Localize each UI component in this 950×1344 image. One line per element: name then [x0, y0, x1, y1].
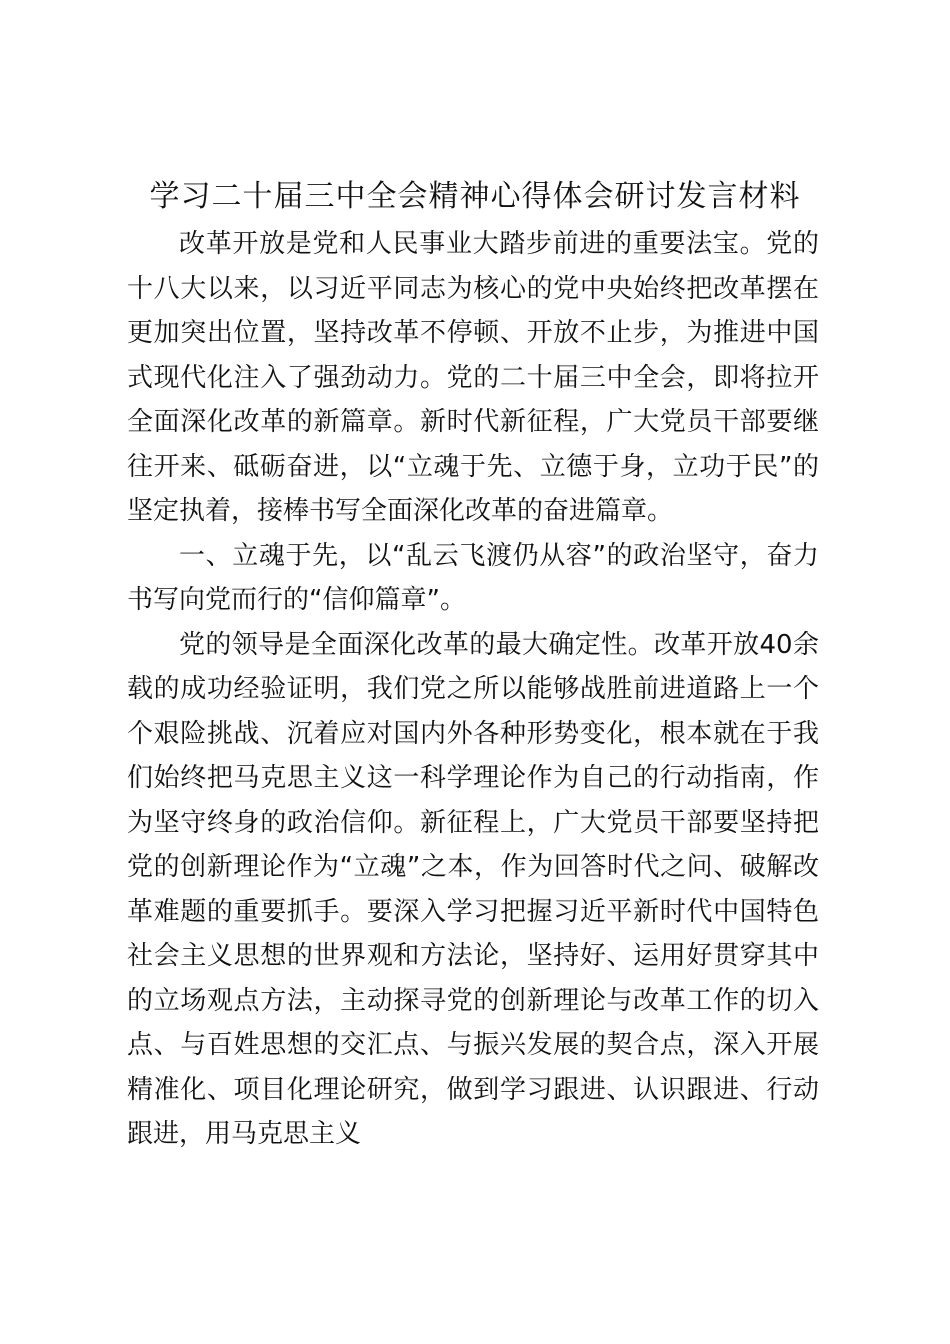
document-title: 学习二十届三中全会精神心得体会研讨发言材料 [149, 179, 801, 214]
paragraph: 党的领导是全面深化改革的最大确定性。改革开放40余载的成功经验证明，我们党之所以能够战胜前进道路上一个个艰险挑战、沉着应对国内外各种形势变化，根本就在于我们始终把马克思主义这一科学理论作为自己的行动指南，作为坚守终身的政治信仰。新征程上，广大党员干部要坚持把党的创新理论作为“立魂”之本，作为回答时代之问、破解改革难题的重要抓手。要深入学习把握习近平新时代中国特色社会主义思想的世界观和方法论，坚持好、运用好贯穿其中的立场观点方法，主动探寻党的创新理论与改革工作的切入点、与百姓思想的交汇点、与振兴发展的契合点，深入开展精准化、项目化理论研究，做到学习跟进、认识跟进、行动跟进，用马克思主义 [127, 629, 819, 1149]
document-body [127, 222, 819, 1157]
section-heading: 一、立魂于先，以“乱云飞渡仍从容”的政治坚守，奋力书写向党而行的“信仰篇章”。 [127, 540, 819, 615]
paragraph: 改革开放是党和人民事业大踏步前进的重要法宝。党的十八大以来，以习近平同志为核心的党中央始终把改革摆在更加突出位置，坚持改革不停顿、开放不止步，为推进中国式现代化注入了强劲动力。党的二十届三中全会，即将拉开全面深化改革的新篇章。新时代新征程，广大党员干部要继往开来、砥砺奋进，以“立魂于先、立德于身，立功于民”的坚定执着，接棒书写全面深化改革的奋进篇章。 [127, 229, 819, 526]
